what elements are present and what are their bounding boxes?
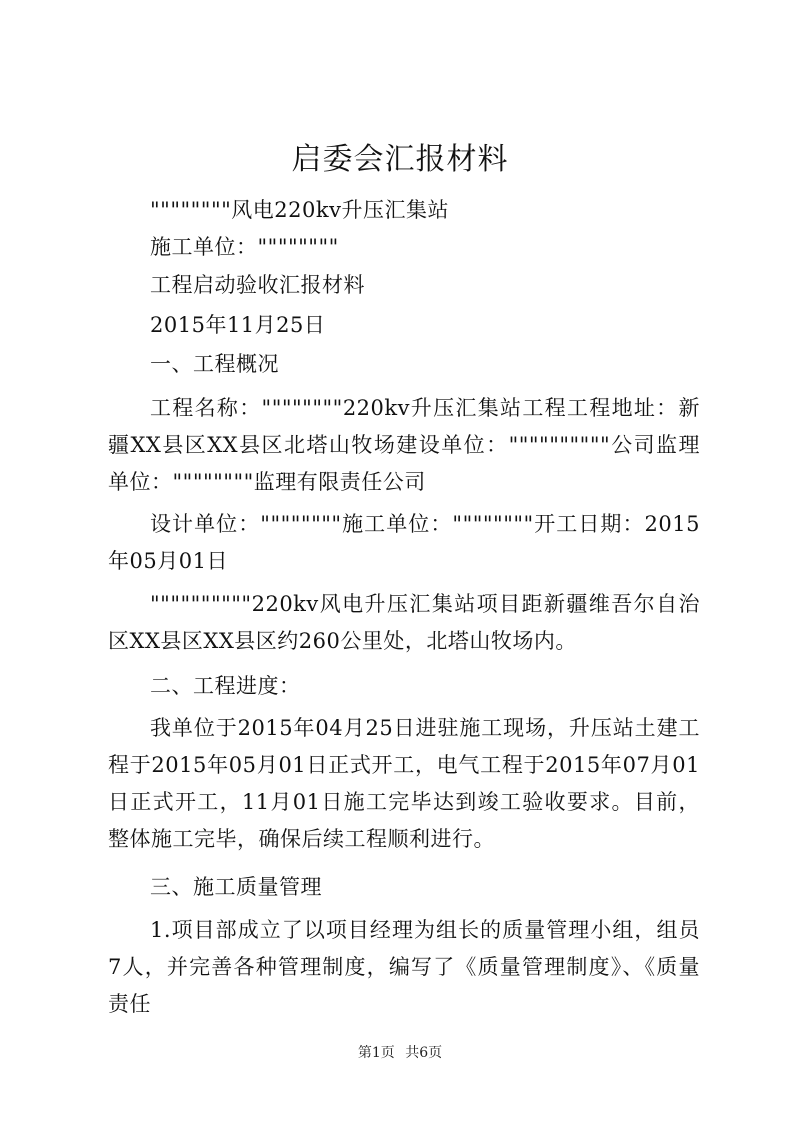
document-title: 启委会汇报材料: [291, 142, 509, 177]
report-date-line: 2015年11月25日: [150, 313, 326, 337]
section-heading-progress: 二、工程进度：: [150, 674, 301, 698]
paragraph-location: """"""""""220kv风电升压汇集站项目距新疆维吾尔自治区XX县区XX县区约260公里处，北塔山牧场内。: [108, 592, 700, 653]
section-heading-overview: 一、工程概况: [150, 352, 279, 376]
paragraph-design-unit: 设计单位：""""""""施工单位：""""""""开工日期：2015年05月01日: [108, 512, 700, 573]
paragraph-progress: 我单位于2015年04月25日进驻施工现场，升压站土建工程于2015年05月01日正式开工，电气工程于2015年07月01日正式开工，11月01日施工完毕达到竣工验收要求。目前，整体施工完毕，确保后续工程顺利进行。: [108, 716, 700, 851]
paragraph-quality: 1.项目部成立了以项目经理为组长的质量管理小组，组员7人，并完善各种管理制度，编写了《质量管理制度》、《质量责任: [108, 918, 700, 1016]
paragraph-project-info: 工程名称：""""""""220kv升压汇集站工程工程地址：新疆XX县区XX县区北塔山牧场建设单位：""""""""""公司监理单位：""""""""监理有限责任公司: [108, 396, 700, 494]
report-subtitle-line: 工程启动验收汇报材料: [150, 273, 365, 297]
page-number: 第1页: [357, 1045, 395, 1061]
construction-unit-line: 施工单位："""""""": [150, 235, 339, 259]
page-total: 共6页: [405, 1045, 443, 1061]
section-heading-quality: 三、施工质量管理: [150, 875, 322, 899]
page-footer: [0, 1043, 800, 1063]
project-name-line: """"""""风电220kv升压汇集站: [150, 198, 449, 222]
